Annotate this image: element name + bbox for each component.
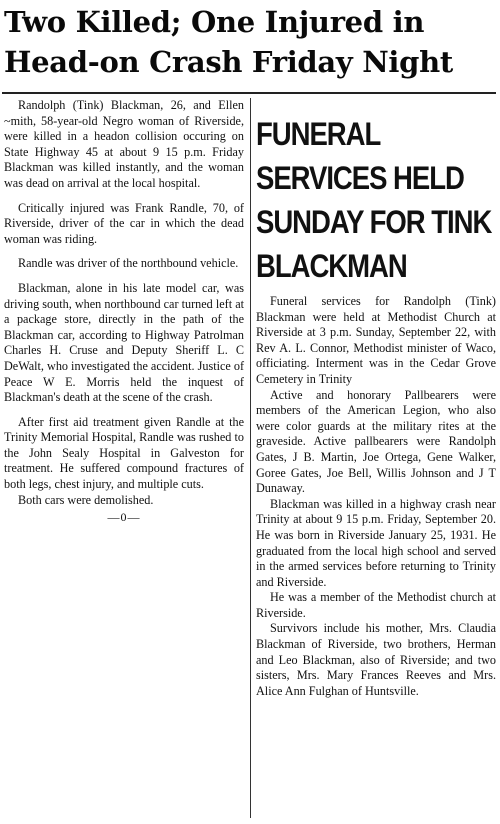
article-paragraph: He was a member of the Methodist church at Riverside. — [256, 590, 496, 620]
article-paragraph: Survivors include his mother, Mrs. Claudia Blackman of Riverside, two brothers, Herman and Leo Blackman, also of Riverside; and two sisters, Mrs. Mary Frances Reeves and Mrs. Alice Ann Fulghan of Huntsville. — [256, 621, 496, 698]
article-paragraph: Blackman was killed in a highway crash near Trinity at about 9 15 p.m. Friday, September 20. He was born in Riverside January 25, 1931. He graduated from the local high school and served in the armed services before returning to Trinity and Riverside. — [256, 496, 496, 589]
article-paragraph: Active and honorary Pallbearers were members of the American Legion, who also were color guards at the military rites at the graveside. Active pallbearers were Randolph Gates, J B. Martin, Joe Ortega, Gene Walker, Goree Gates, Joe Bell, Willis Johnson and J T Dunaway. — [256, 387, 496, 496]
article-paragraph: Randle was driver of the northbound vehicle. — [18, 256, 239, 271]
article-paragraph: Blackman, alone in his late model car, was driving south, when northbound car turned left at a package store, directly in the path of the Blackman car, according to Highway Patrolman Charles H. Cruse and Deputy Sheriff L. C DeWalt, who investigated the accident. Justice of Peace W E. Morris held the inquest of Blackman's death at the scene of the crash. — [4, 280, 244, 405]
column-divider — [250, 98, 251, 818]
headline-rule — [2, 92, 496, 94]
article-end-mark: —0— — [107, 510, 141, 525]
article-paragraph: Funeral services for Randolph (Tink) Blackman were held at Methodist Church at Riverside at 3 p.m. Sunday, September 22, with Rev A. L. Connor, Methodist minister of Waco, officiating. Interment was in the Cedar Grove Cemetery in Trinity — [256, 294, 496, 386]
article-paragraph: Randolph (Tink) Blackman, 26, and Ellen ~mith, 58-year-old Negro woman of Riverside, were killed in a headon collision occuring on State Highway 45 at about 9 15 p.m. Friday Blackman was killed instantly, and the woman was dead on arrival at the local hospital. — [4, 98, 244, 190]
funeral-article — [256, 112, 496, 699]
funeral-body — [256, 294, 496, 699]
crash-article — [4, 98, 244, 526]
funeral-headline: FUNERAL SERVICES HELD SUNDAY FOR TINK BLACKMAN — [256, 116, 492, 284]
main-headline: Two Killed; One Injured in Head-on Crash Friday Night — [4, 5, 454, 79]
article-paragraph: Critically injured was Frank Randle, 70, of Riverside, driver of the car in which the dead woman was riding. — [4, 200, 244, 246]
article-paragraph: Both cars were demolished. — [18, 492, 154, 507]
article-paragraph: After first aid treatment given Randle at the Trinity Memorial Hospital, Randle was rushed to the John Sealy Hospital in Galveston for treatment. He suffered compound fractures of both legs, chest injury, and multiple cuts. — [4, 414, 244, 492]
